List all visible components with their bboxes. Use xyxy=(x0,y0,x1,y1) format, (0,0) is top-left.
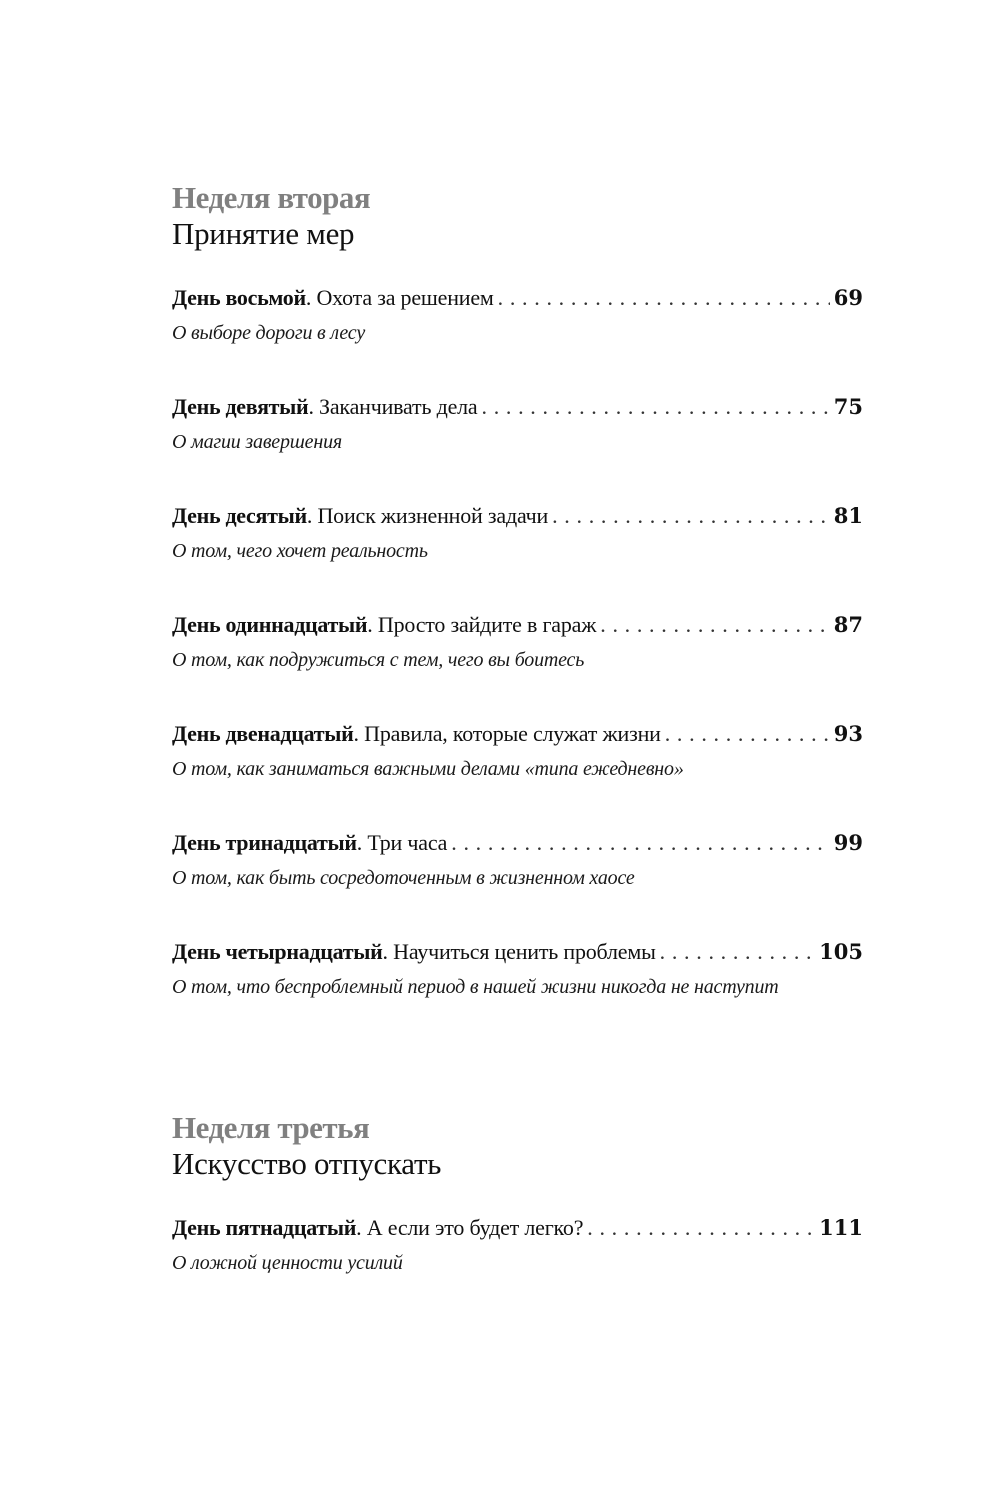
entry-title: . А если это будет легко? xyxy=(356,1215,584,1240)
entry-line xyxy=(172,719,863,749)
entry-subtitle: О ложной ценности усилий xyxy=(172,1252,403,1274)
entry-day: День пятнадцатый xyxy=(172,1215,357,1240)
dot-leader xyxy=(552,501,830,531)
entry-line xyxy=(172,1213,863,1243)
toc-entry[interactable] xyxy=(172,501,863,565)
entry-subtitle: О том, что беспроблемный период в нашей жизни никогда не наступит xyxy=(172,976,779,998)
entry-page-number: 75 xyxy=(833,394,863,419)
entry-page-number: 111 xyxy=(819,1215,863,1240)
entry-day: День девятый xyxy=(172,394,309,419)
entry-subtitle: О том, как подружиться с тем, чего вы боитесь xyxy=(172,649,585,671)
entry-title: . Просто зайдите в гараж xyxy=(367,612,597,637)
entry-subtitle: О том, как заниматься важными делами «типа ежедневно» xyxy=(172,758,684,780)
entry-day: День четырнадцатый xyxy=(172,939,383,964)
entry-line xyxy=(172,392,863,422)
entry-day: День одиннадцатый xyxy=(172,612,368,637)
entry-day: День двенадцатый xyxy=(172,721,354,746)
week-title: Принятие мер xyxy=(172,216,355,251)
dot-leader xyxy=(665,719,830,749)
toc-entry[interactable] xyxy=(172,719,863,783)
entry-page-number: 99 xyxy=(833,830,863,855)
entry-page-number: 87 xyxy=(833,612,863,637)
dot-leader xyxy=(587,1213,815,1243)
entry-line xyxy=(172,501,863,531)
entry-subtitle: О том, как быть сосредоточенным в жизненном хаосе xyxy=(172,867,635,889)
entry-page-number: 93 xyxy=(833,721,863,746)
toc-entry[interactable] xyxy=(172,828,863,892)
entry-title: . Поиск жизненной задачи xyxy=(306,503,549,528)
week-label: Неделя вторая xyxy=(172,180,371,215)
entry-day: День тринадцатый xyxy=(172,830,357,855)
entry-title: . Правила, которые служат жизни xyxy=(353,721,661,746)
entry-title: . Охота за решением xyxy=(305,285,494,310)
toc-entry[interactable] xyxy=(172,610,863,674)
entry-line xyxy=(172,283,863,313)
week-title: Искусство отпускать xyxy=(172,1146,442,1181)
entry-title: . Заканчивать дела xyxy=(308,394,478,419)
entry-line xyxy=(172,610,863,640)
entry-subtitle: О том, чего хочет реальность xyxy=(172,540,428,562)
entry-title: . Три часа xyxy=(356,830,448,855)
toc-entry[interactable] xyxy=(172,937,863,1001)
toc-entry[interactable] xyxy=(172,392,863,456)
dot-leader xyxy=(482,392,830,422)
week-two-header xyxy=(172,181,872,253)
entry-day: День десятый xyxy=(172,503,307,528)
dot-leader xyxy=(451,828,830,858)
entry-subtitle: О магии завершения xyxy=(172,431,342,453)
entry-line xyxy=(172,937,863,967)
week-label: Неделя третья xyxy=(172,1110,370,1145)
toc-entry[interactable] xyxy=(172,283,863,347)
toc-entry[interactable] xyxy=(172,1213,863,1277)
dot-leader xyxy=(600,610,830,640)
entry-subtitle: О выборе дороги в лесу xyxy=(172,322,365,344)
entry-page-number: 69 xyxy=(833,285,863,310)
week-three-header xyxy=(172,1111,872,1183)
entry-title: . Научиться ценить проблемы xyxy=(382,939,656,964)
dot-leader xyxy=(498,283,830,313)
entry-day: День восьмой xyxy=(172,285,306,310)
entry-page-number: 105 xyxy=(819,939,863,964)
entry-page-number: 81 xyxy=(833,503,863,528)
entry-line xyxy=(172,828,863,858)
dot-leader xyxy=(660,937,816,967)
